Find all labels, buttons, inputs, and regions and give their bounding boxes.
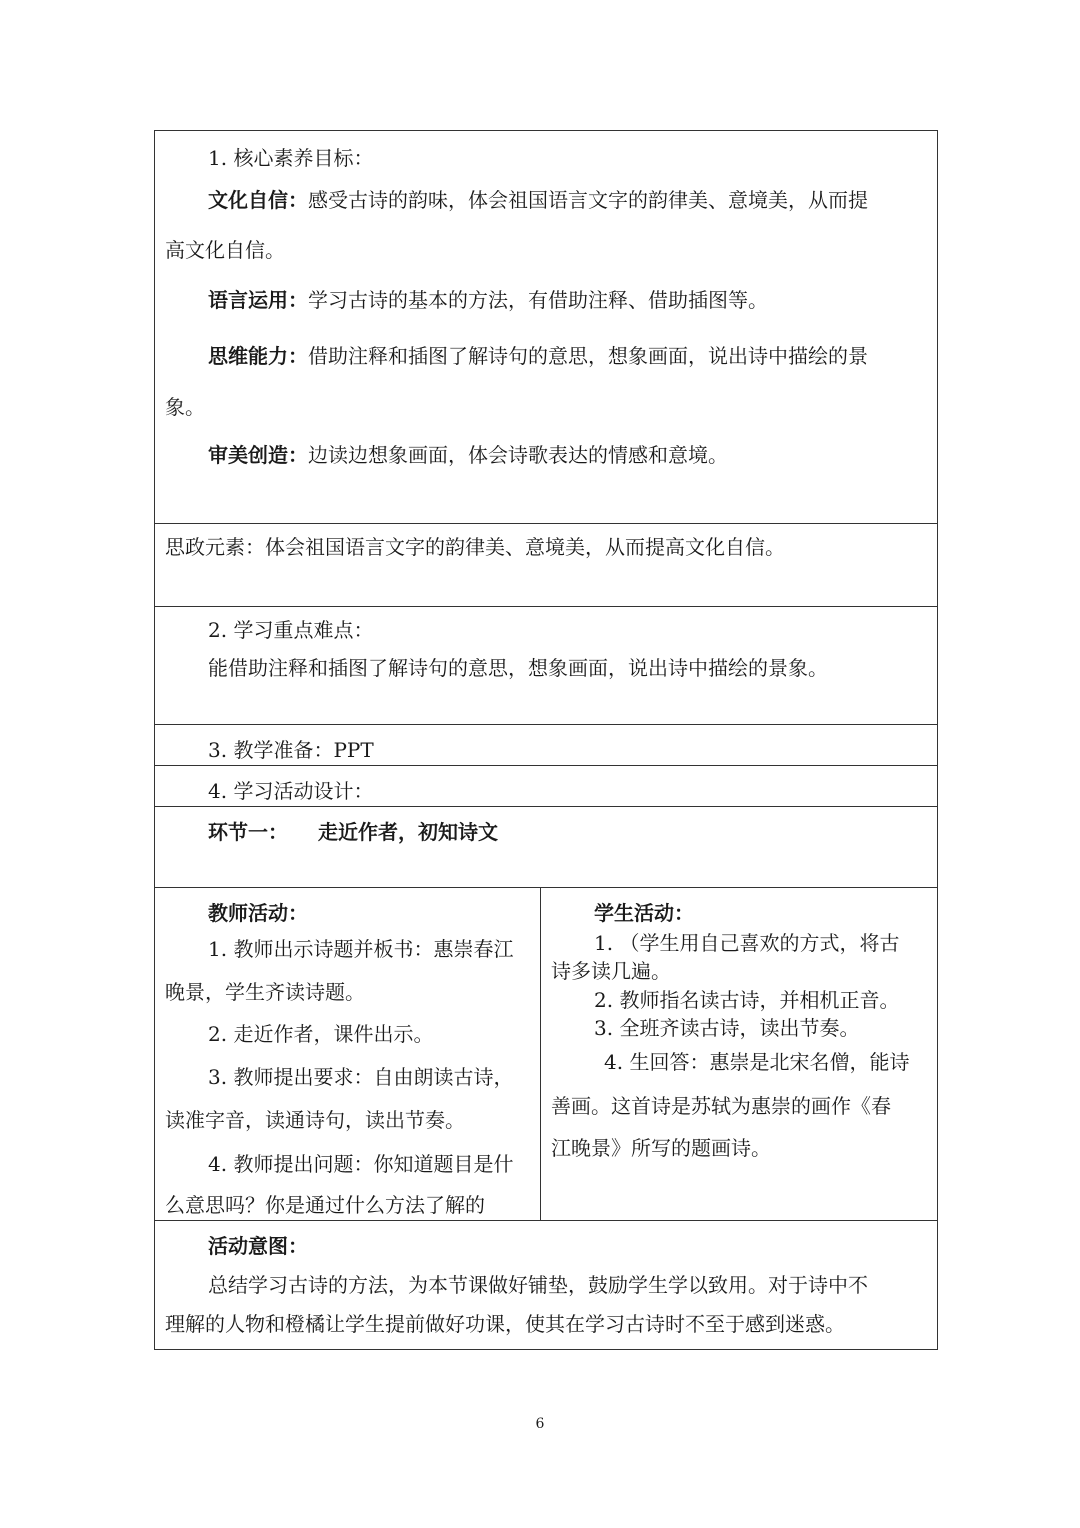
culture-text: 感受古诗的韵味，体会祖国语言文字的韵律美、意境美，从而提 (308, 188, 868, 212)
student-line: 诗多读几遍。 (551, 959, 671, 983)
culture-line (208, 188, 868, 212)
teacher-line: 读准字音，读通诗句，读出节奏。 (165, 1108, 465, 1132)
student-line: 江晚景》所写的题画诗。 (551, 1136, 771, 1160)
intent-line: 总结学习古诗的方法，为本节课做好铺垫，鼓励学生学以致用。对于诗中不 (208, 1273, 868, 1297)
thinking-label: 思维能力： (208, 344, 308, 368)
objectives-heading: 1. 核心素养目标： (208, 146, 374, 170)
row-divider (154, 765, 938, 766)
aesthetic-label: 审美创造： (208, 443, 308, 467)
thinking-text: 借助注释和插图了解诗句的意思，想象画面，说出诗中描绘的景 (308, 344, 868, 368)
student-line: 4. 生回答：惠崇是北宋名僧，能诗 (604, 1050, 910, 1074)
student-line: 3. 全班齐读古诗，读出节奏。 (594, 1016, 860, 1040)
teacher-heading: 教师活动： (208, 901, 308, 925)
student-heading: 学生活动： (594, 901, 694, 925)
thinking-line (208, 344, 868, 368)
thinking-text-cont: 象。 (165, 395, 205, 419)
teacher-line: 2. 走近作者，课件出示。 (208, 1022, 434, 1046)
column-divider (540, 887, 541, 1220)
row-divider (154, 606, 938, 607)
key-points-text: 能借助注释和插图了解诗句的意思，想象画面，说出诗中描绘的景象。 (208, 656, 828, 680)
culture-text-cont: 高文化自信。 (165, 238, 285, 262)
language-text: 学习古诗的基本的方法，有借助注释、借助插图等。 (308, 288, 768, 312)
student-line: 2. 教师指名读古诗，并相机正音。 (594, 988, 900, 1012)
language-label: 语言运用： (208, 288, 308, 312)
row-divider (154, 887, 938, 888)
teacher-line: 么意思吗？你是通过什么方法了解的 (165, 1193, 485, 1217)
page-number: 6 (535, 1416, 545, 1432)
teacher-line: 1. 教师出示诗题并板书：惠崇春江 (208, 937, 514, 961)
ideology-text: 思政元素：体会祖国语言文字的韵律美、意境美，从而提高文化自信。 (165, 535, 785, 559)
teacher-line: 3. 教师提出要求：自由朗读古诗， (208, 1065, 514, 1089)
row-divider (154, 806, 938, 807)
aesthetic-line (208, 443, 728, 467)
teacher-line: 晚景，学生齐读诗题。 (165, 980, 365, 1004)
language-line (208, 288, 768, 312)
culture-label: 文化自信： (208, 188, 308, 212)
intent-line: 理解的人物和橙橘让学生提前做好功课，使其在学习古诗时不至于感到迷惑。 (165, 1312, 845, 1336)
stage-title: 走近作者，初知诗文 (318, 820, 498, 844)
row-divider (154, 724, 938, 725)
aesthetic-text: 边读边想象画面，体会诗歌表达的情感和意境。 (308, 443, 728, 467)
intent-heading: 活动意图： (208, 1234, 308, 1258)
activity-design-heading: 4. 学习活动设计： (208, 779, 374, 803)
key-points-heading: 2. 学习重点难点： (208, 618, 374, 642)
stage-label: 环节一： (208, 820, 288, 844)
teacher-line: 4. 教师提出问题：你知道题目是什 (208, 1152, 514, 1176)
student-line: 1. （学生用自己喜欢的方式，将古 (594, 931, 900, 955)
row-divider (154, 1220, 938, 1221)
preparation-text: 3. 教学准备：PPT (208, 738, 374, 762)
student-line: 善画。这首诗是苏轼为惠崇的画作《春 (551, 1094, 891, 1118)
row-divider (154, 523, 938, 524)
